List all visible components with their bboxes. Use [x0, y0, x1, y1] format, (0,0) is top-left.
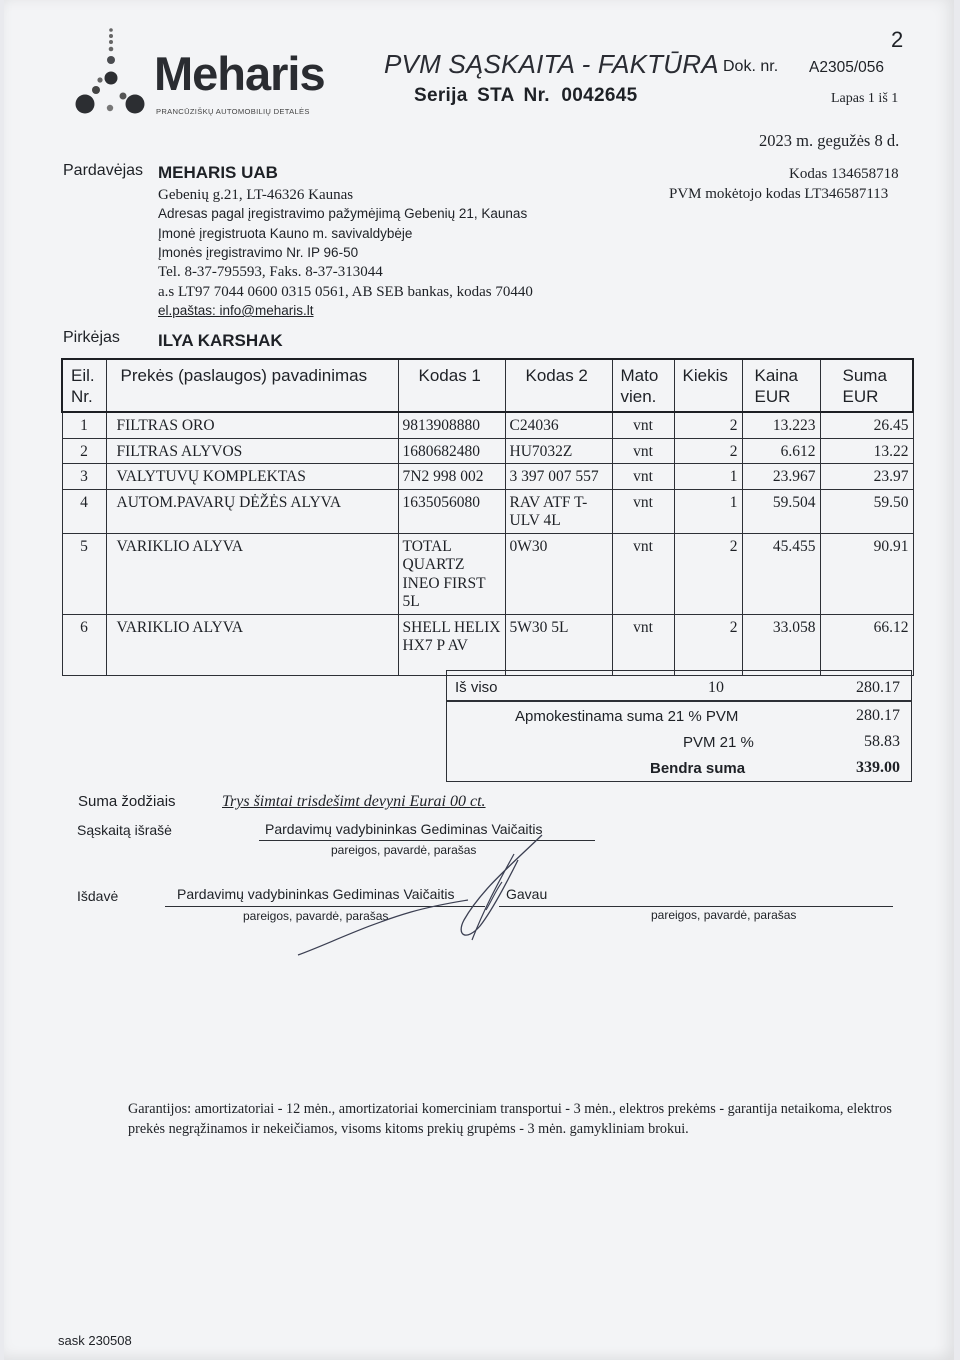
series-label: Serija [414, 85, 468, 106]
cell-nr: 2 [62, 438, 106, 464]
cell-sum: 13.22 [820, 438, 913, 464]
cell-code2: C24036 [505, 412, 612, 438]
seller-vat-code: PVM mokėtojo kodas LT346587113 [669, 186, 889, 202]
cell-sum: 23.97 [820, 464, 913, 490]
seller-email: el.paštas: info@meharis.lt [158, 303, 314, 318]
col-header-name: Prekės (paslaugos) pavadinimas [106, 359, 398, 412]
cell-name: FILTRAS ALYVOS [106, 438, 398, 464]
table-row [62, 412, 913, 438]
buyer-name: ILYA KARSHAK [158, 331, 283, 350]
cell-qty: 1 [674, 489, 742, 533]
totals-summary-box [446, 670, 912, 701]
cell-unit: vnt [612, 614, 674, 675]
cell-code2: 3 397 007 557 [505, 464, 612, 490]
cell-sum: 66.12 [820, 614, 913, 675]
table-row [62, 533, 913, 614]
cell-sum: 26.45 [820, 412, 913, 438]
cell-nr: 1 [62, 412, 106, 438]
items-table [61, 358, 914, 676]
cell-qty: 2 [674, 614, 742, 675]
total-sum: 280.17 [856, 679, 900, 696]
cell-price: 45.455 [742, 533, 820, 614]
received-caption: pareigos, pavardė, parašas [651, 908, 797, 922]
cell-sum: 90.91 [820, 533, 913, 614]
grand-total-label: Bendra suma [650, 760, 746, 777]
seller-label: Pardavėjas [63, 162, 144, 179]
cell-price: 23.967 [742, 464, 820, 490]
cell-code2: HU7032Z [505, 438, 612, 464]
logo-dots-icon [70, 24, 160, 120]
cell-nr: 5 [62, 533, 106, 614]
doc-nr: A2305/056 [809, 59, 884, 76]
cell-qty: 1 [674, 464, 742, 490]
number-value: 0042645 [561, 85, 638, 106]
cell-nr: 3 [62, 464, 106, 490]
cell-name: VARIKLIO ALYVA [106, 614, 398, 675]
seller-reg-nr: Įmonės įregistravimo Nr. IP 96-50 [158, 245, 359, 260]
seller-address: Gebenių g.21, LT-46326 Kaunas [158, 187, 354, 203]
seller-code: Kodas 134658718 [789, 166, 899, 182]
cell-price: 33.058 [742, 614, 820, 675]
col-header-sum: Suma EUR [820, 359, 913, 412]
cell-code1: 7N2 998 002 [398, 464, 505, 490]
cell-code2: 0W30 [505, 533, 612, 614]
handwritten-signature [296, 830, 556, 960]
invoice-date: 2023 m. gegužės 8 d. [759, 131, 900, 150]
cell-nr: 6 [62, 614, 106, 675]
col-header-price: Kaina EUR [742, 359, 820, 412]
issued-by-caption: pareigos, pavardė, parašas [331, 843, 477, 857]
page-number: 2 [891, 27, 904, 52]
issued-by-name: Pardavimų vadybininkas Gediminas Vaičaitis [265, 821, 543, 837]
doc-nr-label: Dok. nr. [723, 58, 779, 75]
cell-nr: 4 [62, 489, 106, 533]
cell-code2: RAV ATF T-ULV 4L [505, 489, 612, 533]
cell-qty: 2 [674, 438, 742, 464]
cell-unit: vnt [612, 489, 674, 533]
logo-tagline: PRANCŪZIŠKŲ AUTOMOBILIŲ DETALĖS [156, 107, 310, 116]
handed-label: Išdavė [77, 888, 119, 904]
seller-bank: a.s LT97 7044 0600 0315 0561, AB SEB bankas, kodas 70440 [158, 284, 533, 300]
cell-unit: vnt [612, 464, 674, 490]
table-row [62, 614, 913, 675]
cell-price: 13.223 [742, 412, 820, 438]
cell-code1: 1635056080 [398, 489, 505, 533]
grand-total-value: 339.00 [856, 759, 900, 776]
cell-price: 59.504 [742, 489, 820, 533]
cell-unit: vnt [612, 412, 674, 438]
buyer-label: Pirkėjas [63, 329, 120, 346]
received-label: Gavau [506, 886, 548, 902]
cell-name: AUTOM.PAVARŲ DĖŽĖS ALYVA [106, 489, 398, 533]
taxable-label: Apmokestinama suma 21 % PVM [515, 708, 739, 725]
cell-code2: 5W30 5L [505, 614, 612, 675]
cell-unit: vnt [612, 533, 674, 614]
cell-name: VALYTUVŲ KOMPLEKTAS [106, 464, 398, 490]
cell-name: VARIKLIO ALYVA [106, 533, 398, 614]
issued-by-label: Sąskaitą išrašė [77, 822, 172, 838]
cell-name: FILTRAS ORO [106, 412, 398, 438]
cell-code1: 1680682480 [398, 438, 505, 464]
footer-code: sask 230508 [58, 1333, 132, 1348]
doc-title: PVM SĄSKAITA - FAKTŪRA [384, 49, 719, 79]
table-header-row [62, 359, 913, 412]
received-line [499, 906, 893, 907]
cell-code1: SHELL HELIX HX7 P AV [398, 614, 505, 675]
page-count: Lapas 1 iš 1 [831, 91, 899, 106]
warranty-text: Garantijos: amortizatoriai - 12 mėn., amortizatoriai komerciniam transportui - 3 mėn., elektros prekėms - garantija netaikoma, elektros prekės negrąžinamos ir nekeičiamos, visoms kitoms prekių grupėms - 3 mėn. gamykliniam brokui. [128, 1101, 892, 1137]
words-value: Trys šimtai trisdešimt devyni Eurai 00 ct. [222, 793, 486, 810]
cell-code1: 9813908880 [398, 412, 505, 438]
col-header-code2: Kodas 2 [505, 359, 612, 412]
taxable-value: 280.17 [856, 707, 900, 724]
col-header-qty: Kiekis [674, 359, 742, 412]
cell-qty: 2 [674, 533, 742, 614]
words-label: Suma žodžiais [78, 793, 176, 810]
vat-label: PVM 21 % [683, 734, 754, 751]
cell-unit: vnt [612, 438, 674, 464]
cell-qty: 2 [674, 412, 742, 438]
total-label: Iš viso [455, 679, 498, 696]
handed-by-name: Pardavimų vadybininkas Gediminas Vaičaitis [177, 886, 455, 902]
table-row [62, 489, 913, 533]
series-value: STA [477, 85, 514, 106]
seller-registered-at: Įmonė įregistruota Kauno m. savivaldybėje [158, 226, 413, 241]
handed-by-caption: pareigos, pavardė, parašas [243, 909, 389, 923]
logo-wordmark: Meharis [154, 47, 325, 100]
seller-phone: Tel. 8-37-795593, Faks. 8-37-313044 [158, 264, 383, 280]
seller-reg-address: Adresas pagal įregistravimo pažymėjimą Gebenių 21, Kaunas [158, 206, 528, 221]
vat-value: 58.83 [864, 733, 900, 750]
cell-price: 6.612 [742, 438, 820, 464]
table-row [62, 438, 913, 464]
cell-code1: TOTAL QUARTZ INEO FIRST 5L [398, 533, 505, 614]
col-header-code1: Kodas 1 [398, 359, 505, 412]
table-row [62, 464, 913, 490]
number-label: Nr. [523, 85, 550, 106]
seller-name: MEHARIS UAB [158, 163, 278, 182]
col-header-unit: Mato vien. [612, 359, 674, 412]
series-line [414, 85, 637, 107]
total-qty: 10 [708, 679, 724, 696]
col-header-nr: Eil. Nr. [62, 359, 106, 412]
cell-sum: 59.50 [820, 489, 913, 533]
